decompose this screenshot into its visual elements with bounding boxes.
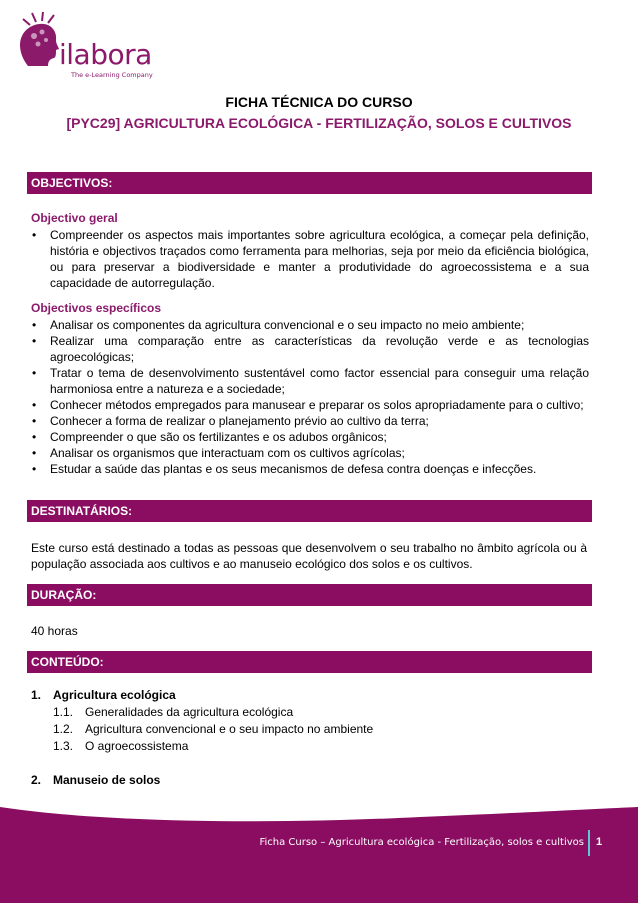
objectivo-geral-label: Objectivo geral: [31, 211, 118, 225]
item-number: 1.3.: [53, 739, 74, 753]
list-item: • Compreender o que são os fertilizantes e os adubos orgânicos;: [31, 429, 589, 445]
conteudo-list: [31, 687, 571, 789]
item-number: 1.: [31, 688, 42, 702]
list-item: • Estudar a saúde das plantas e os seus mecanismos de defesa contra doenças e infecções.: [31, 461, 589, 477]
section-header-destinatarios: DESTINATÁRIOS:: [27, 500, 592, 522]
list-item: • Realizar uma comparação entre as características da revolução verde e as tecnologias agroecológicas;: [31, 333, 589, 365]
item-label: Agricultura ecológica: [53, 688, 176, 702]
conteudo-item-1-1: [31, 704, 571, 721]
item-number: 2.: [31, 773, 42, 787]
duracao-text: 40 horas: [31, 624, 78, 638]
page-number: 1: [596, 836, 603, 848]
list-item: • Analisar os componentes da agricultura convencional e o seu impacto no meio ambiente;: [31, 317, 589, 333]
objectivos-especificos-list: [31, 317, 589, 477]
objectivo-geral-list: [31, 227, 589, 291]
item-number: 1.1.: [53, 705, 74, 719]
list-item: • Conhecer a forma de realizar o planejamento prévio ao cultivo da terra;: [31, 413, 589, 429]
title-line-2: [PYC29] AGRICULTURA ECOLÓGICA - FERTILIZAÇÃO, SOLOS E CULTIVOS: [66, 115, 572, 131]
section-header-duracao: DURAÇÃO:: [27, 584, 592, 606]
item-label: Manuseio de solos: [53, 773, 161, 787]
list-item: • Compreender os aspectos mais importantes sobre agricultura ecológica, a começar pela definição, história e objectivos traçados como ferramenta para melhorias, seja por meio da eficiência biológica, ou para preservar a biodiversidade e manter a produtividade do agroecossistema e a sua capacidade de autorregulação.: [31, 227, 589, 291]
conteudo-item-1: [31, 687, 571, 704]
section-header-conteudo: CONTEÚDO:: [27, 651, 592, 673]
logo-tagline: The e-Learning Company: [71, 71, 153, 79]
objectivos-especificos-label: Objectivos específicos: [31, 301, 162, 315]
list-item: • Conhecer métodos empregados para manusear e preparar os solos apropriadamente para o cultivo;: [31, 397, 589, 413]
item-label: O agroecossistema: [85, 739, 189, 753]
item-label: Generalidades da agricultura ecológica: [85, 705, 294, 719]
logo-wordmark: ilabora: [59, 38, 152, 71]
footer-course-title: Ficha Curso – Agricultura ecológica - Fertilização, solos e cultivos: [259, 837, 584, 848]
section-header-objectivos: OBJECTIVOS:: [27, 172, 592, 194]
conteudo-item-1-3: [31, 738, 571, 755]
title-line-1: FICHA TÉCNICA DO CURSO: [225, 94, 413, 110]
conteudo-item-2: [31, 772, 571, 789]
document-title: [30, 94, 608, 133]
item-number: 1.2.: [53, 722, 74, 736]
list-item: • Tratar o tema de desenvolvimento sustentável como factor essencial para conseguir uma relação harmoniosa entre a natureza e a sociedade;: [31, 365, 589, 397]
footer-banner: [0, 807, 638, 903]
list-item: • Analisar os organismos que interactuam com os cultivos agrícolas;: [31, 445, 589, 461]
item-label: Agricultura convencional e o seu impacto no ambiente: [85, 722, 374, 736]
company-logo: [14, 10, 164, 80]
conteudo-item-1-2: [31, 721, 571, 738]
footer-separator: [588, 830, 590, 856]
destinatarios-text: Este curso está destinado a todas as pessoas que desenvolvem o seu trabalho no âmbito agrícola ou à população associada aos cultivos e ao manuseio ecológico dos solos e os cultivos.: [31, 541, 587, 571]
